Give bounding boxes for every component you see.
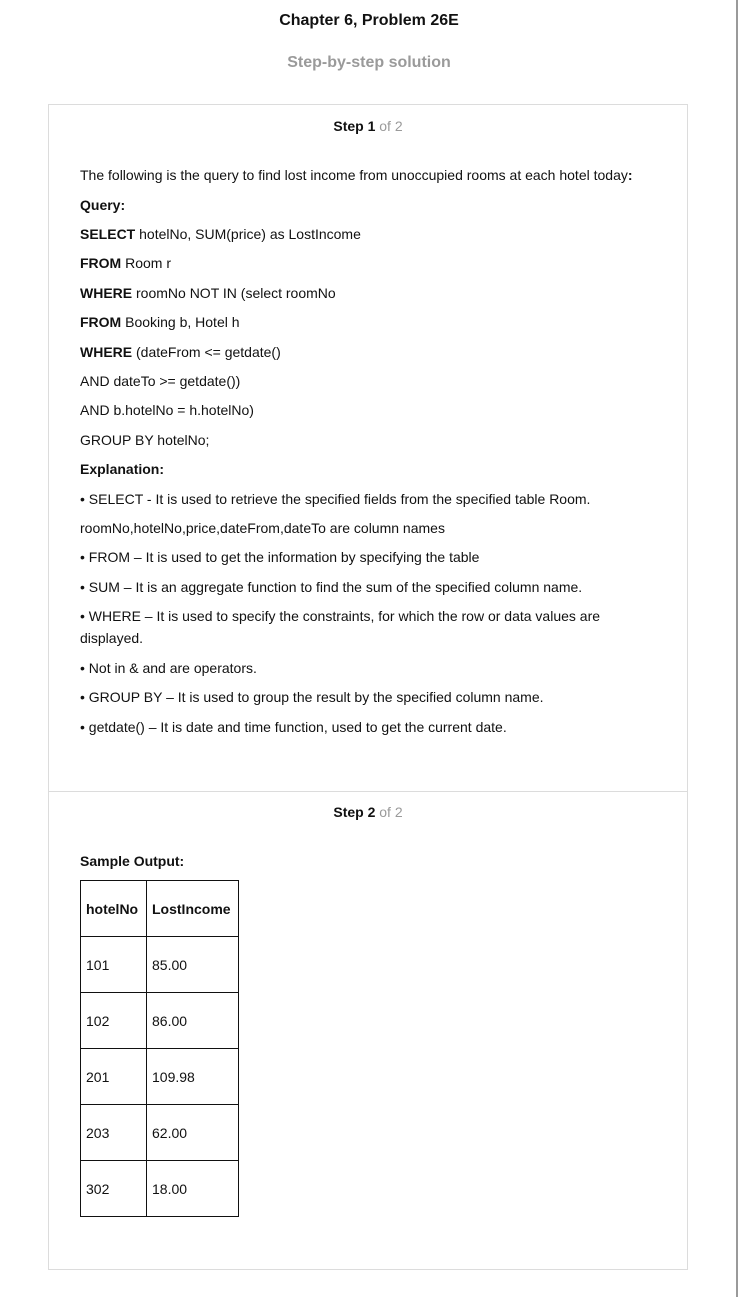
table-cell: 62.00 <box>147 1105 239 1161</box>
query-line <box>80 341 660 363</box>
query-keyword: FROM <box>80 314 122 330</box>
query-keyword: WHERE <box>80 344 133 360</box>
query-line <box>80 311 660 333</box>
page-title: Chapter 6, Problem 26E <box>279 12 459 29</box>
table-row <box>81 1105 239 1161</box>
column-header-lostincome: LostIncome <box>147 881 239 937</box>
sample-output-table <box>80 880 239 1217</box>
step-divider <box>49 791 687 792</box>
query-text: AND b.hotelNo = h.hotelNo) <box>80 402 254 418</box>
intro-colon: : <box>627 167 633 183</box>
query-heading: Query: <box>80 197 126 213</box>
step-1-of: of 2 <box>379 118 403 134</box>
explanation-line: • GROUP BY – It is used to group the result by the specified column name. <box>80 689 544 705</box>
table-row <box>81 1049 239 1105</box>
step-2-label: Step 2 <box>333 804 376 820</box>
table-cell: 101 <box>81 937 147 993</box>
query-keyword: WHERE <box>80 285 133 301</box>
sample-output-heading: Sample Output: <box>80 853 185 869</box>
step-2-of: of 2 <box>379 804 403 820</box>
explanation-line: • SELECT - It is used to retrieve the specified fields from the specified table Room. <box>80 491 591 507</box>
query-line <box>80 399 660 421</box>
table-cell: 201 <box>81 1049 147 1105</box>
step-1-header <box>49 118 687 134</box>
table-cell: 85.00 <box>147 937 239 993</box>
table-cell: 86.00 <box>147 993 239 1049</box>
table-row <box>81 937 239 993</box>
explanation-line: roomNo,hotelNo,price,dateFrom,dateTo are column names <box>80 520 445 536</box>
table-header-row <box>81 881 239 937</box>
table-cell: 18.00 <box>147 1161 239 1217</box>
explanation-line: • Not in & and are operators. <box>80 660 257 676</box>
query-text: AND dateTo >= getdate()) <box>80 373 241 389</box>
table-row <box>81 993 239 1049</box>
intro-text <box>80 164 660 186</box>
table-cell: 203 <box>81 1105 147 1161</box>
query-text: roomNo NOT IN (select roomNo <box>132 285 336 301</box>
column-header-hotelno: hotelNo <box>81 881 147 937</box>
solution-card <box>48 104 688 1270</box>
explanation-line: • WHERE – It is used to specify the constraints, for which the row or data values are displayed. <box>80 608 601 646</box>
query-text: (dateFrom <= getdate() <box>132 344 281 360</box>
query-keyword: FROM <box>80 255 122 271</box>
table-cell: 109.98 <box>147 1049 239 1105</box>
query-text: Booking b, Hotel h <box>121 314 240 330</box>
page-subtitle: Step-by-step solution <box>287 54 451 71</box>
query-keyword: SELECT <box>80 226 136 242</box>
query-text: GROUP BY hotelNo; <box>80 432 210 448</box>
query-text: Room r <box>121 255 172 271</box>
explanation-line: • FROM – It is used to get the information by specifying the table <box>80 549 480 565</box>
explanation-line: • getdate() – It is date and time function, used to get the current date. <box>80 719 507 735</box>
explanation-heading: Explanation: <box>80 461 165 477</box>
table-cell: 102 <box>81 993 147 1049</box>
query-line <box>80 223 660 245</box>
query-text: hotelNo, SUM(price) as LostIncome <box>135 226 361 242</box>
step-1-label: Step 1 <box>333 118 376 134</box>
intro-text-body: The following is the query to find lost income from unoccupied rooms at each hotel today <box>80 167 628 183</box>
query-line <box>80 282 660 304</box>
query-line <box>80 252 660 274</box>
explanation-line: • SUM – It is an aggregate function to find the sum of the specified column name. <box>80 579 583 595</box>
query-line <box>80 370 660 392</box>
table-cell: 302 <box>81 1161 147 1217</box>
step-2-header <box>49 804 687 820</box>
table-row <box>81 1161 239 1217</box>
query-line <box>80 429 660 451</box>
